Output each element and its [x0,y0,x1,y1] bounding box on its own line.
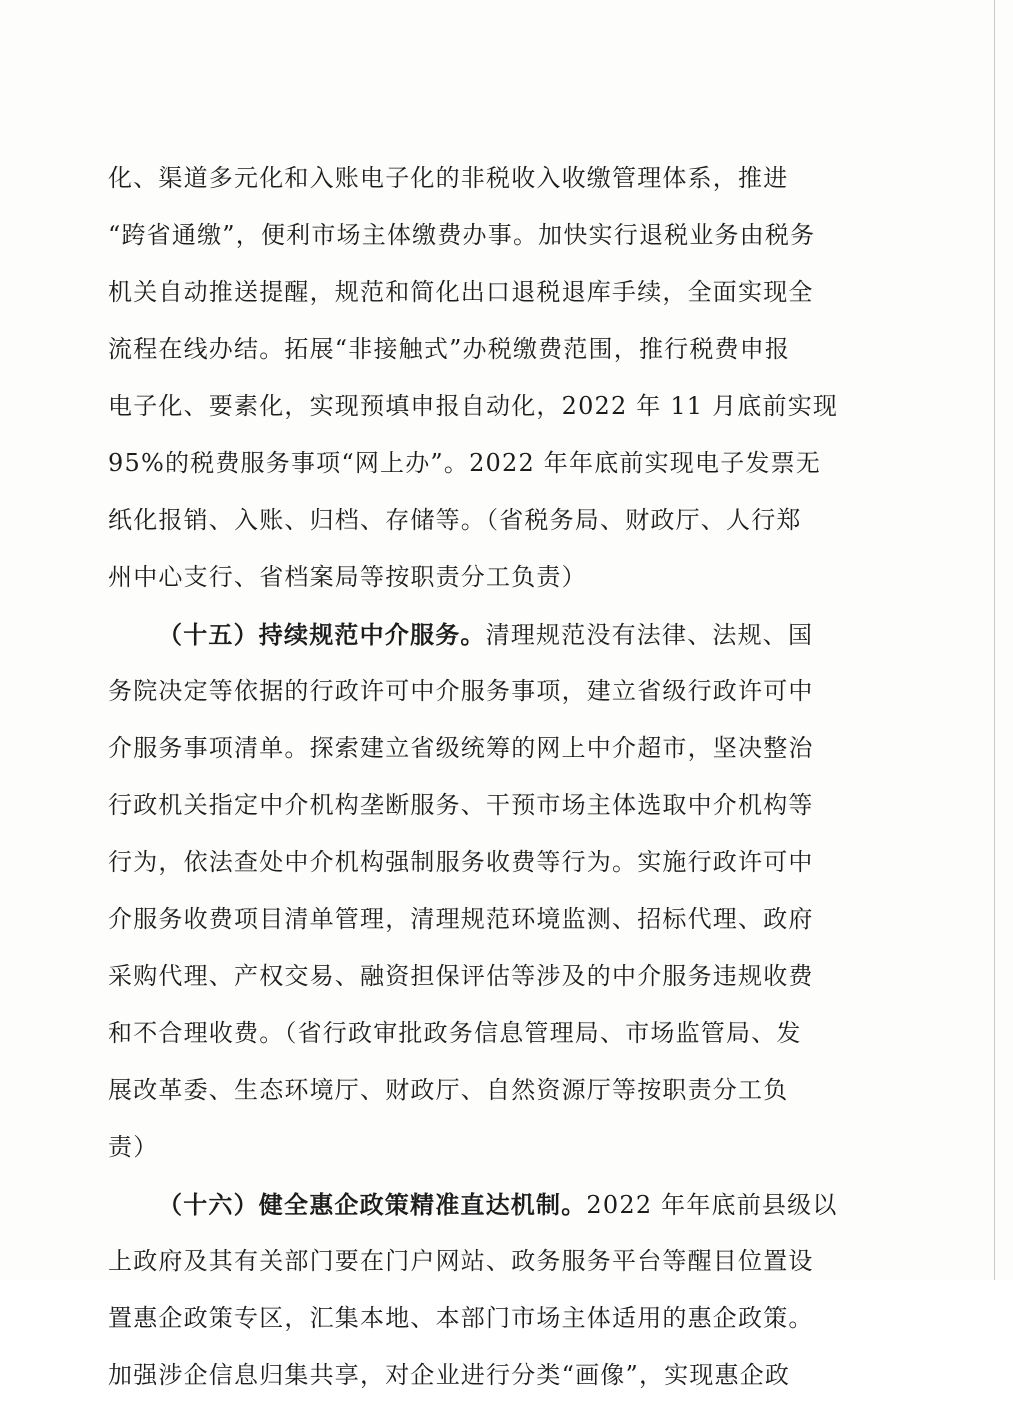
text-line: 和不合理收费。（省行政审批政务信息管理局、市场监管局、发 [108,1019,802,1047]
text-line: 介服务事项清单。探索建立省级统筹的网上中介超市，坚决整治 [108,734,814,762]
text-line: 责） [108,1133,159,1161]
section-15-first-line [108,606,860,663]
text-line: 电子化、要素化，实现预填申报自动化，2022 年 11 月底前实现 [108,392,839,420]
text-line: 纸化报销、入账、归档、存储等。（省税务局、财政厅、人行郑 [108,506,802,534]
section-15-heading: （十五）持续规范中介服务。 [158,620,486,649]
text-line: 化、渠道多元化和入账电子化的非税收入收缴管理体系，推进 [108,164,789,192]
text-line: 加强涉企信息归集共享，对企业进行分类“画像”，实现惠企政 [108,1361,791,1389]
text-line: 采购代理、产权交易、融资担保评估等涉及的中介服务违规收费 [108,962,814,990]
text-line: 展改革委、生态环境厅、财政厅、自然资源厅等按职责分工负 [108,1076,789,1104]
text-line: 置惠企政策专区，汇集本地、本部门市场主体适用的惠企政策。 [108,1304,814,1332]
section-16-heading: （十六）健全惠企政策精准直达机制。 [158,1190,587,1219]
text-line: 行为，依法查处中介机构强制服务收费等行为。实施行政许可中 [108,848,814,876]
document-body [108,150,860,1404]
text-line: 上政府及其有关部门要在门户网站、政务服务平台等醒目位置设 [108,1247,814,1275]
section-16-first-line-text: 2022 年年底前县级以 [586,1191,838,1219]
section-16-first-line [108,1176,860,1233]
scan-edge-line [994,0,995,1280]
section-15-first-line-text: 清理规范没有法律、法规、国 [485,621,814,649]
text-line: 机关自动推送提醒，规范和简化出口退税退库手续，全面实现全 [108,278,814,306]
text-line: 行政机关指定中介机构垄断服务、干预市场主体选取中介机构等 [108,791,814,819]
text-line: 95%的税费服务事项“网上办”。2022 年年底前实现电子发票无 [108,449,821,477]
text-line: 介服务收费项目清单管理，清理规范环境监测、招标代理、政府 [108,905,814,933]
text-line: 务院决定等依据的行政许可中介服务事项，建立省级行政许可中 [108,677,814,705]
text-line: “跨省通缴”，便利市场主体缴费办事。加快实行退税业务由税务 [108,221,816,249]
text-line: 流程在线办结。拓展“非接触式”办税缴费范围，推行税费申报 [108,335,791,363]
text-line: 州中心支行、省档案局等按职责分工负责） [108,563,587,591]
